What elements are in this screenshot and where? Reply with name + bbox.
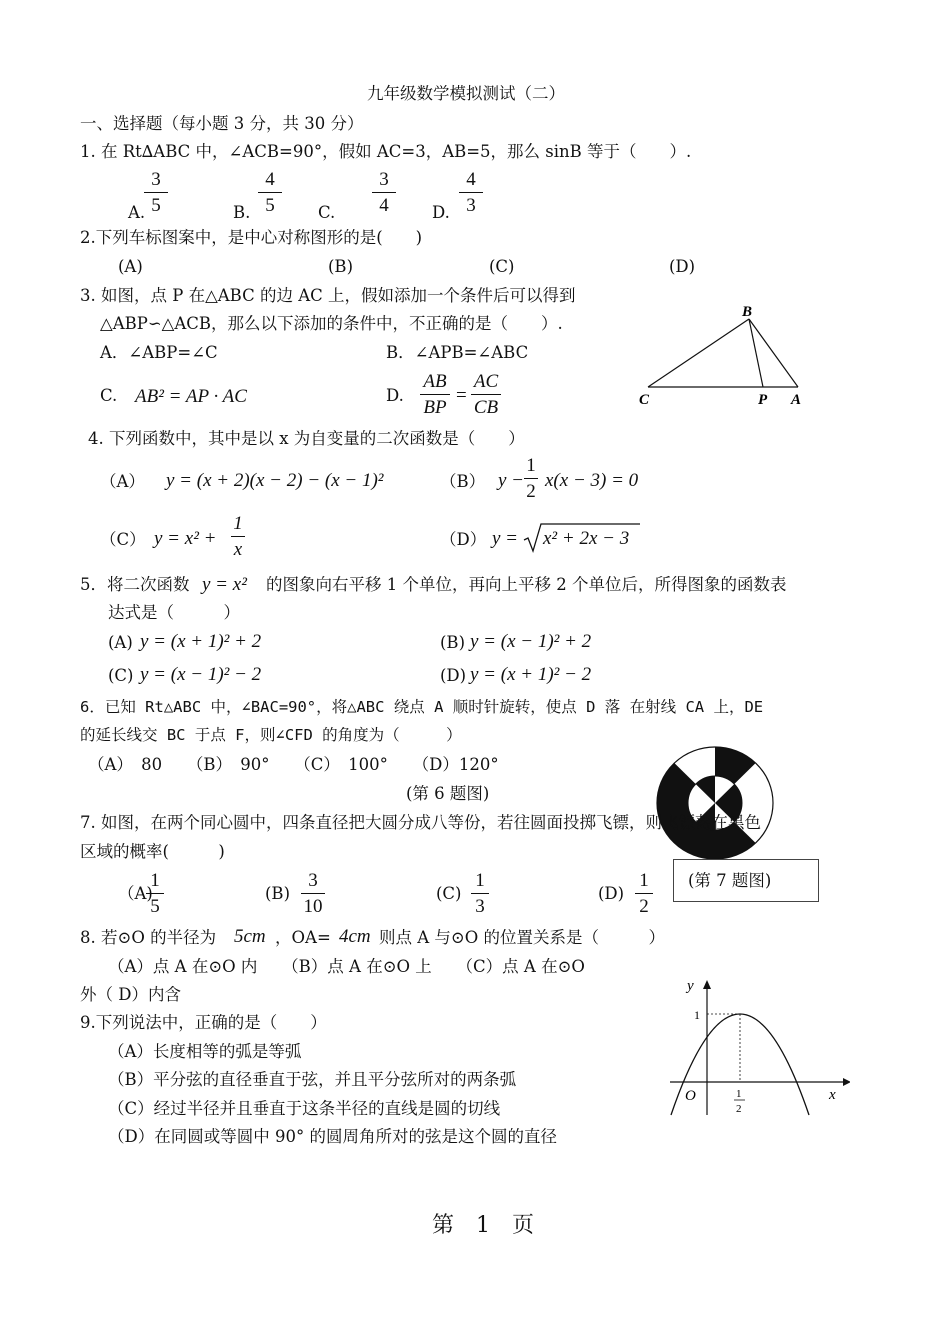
q3-option-a: A．∠ABP=∠C bbox=[100, 343, 218, 362]
q9-option-d: （D）在同圆或等圆中 90° 的圆周角所对的弦是这个圆的直径 bbox=[108, 1127, 557, 1146]
q7-stem-line1: 7. 如图，在两个同心圆中，四条直径把大圆分成八等份，若往圆面投掷飞镖，则飞镖落在黑色 bbox=[80, 813, 761, 832]
q3-option-d-right-fraction: AC CB bbox=[469, 372, 503, 417]
x-axis-label: x bbox=[829, 1087, 836, 1103]
q8-options-line2: （A）点 A 在⊙O 内 （B）点 A 在⊙O 上 （C）点 A 在⊙O bbox=[108, 957, 585, 976]
q2-option-d: (D) bbox=[669, 257, 696, 276]
q4-option-d-label: （D） bbox=[440, 530, 487, 549]
q8-options-line3: 外（ D）内含 bbox=[80, 985, 181, 1004]
q9-option-a: （A）长度相等的弧是等弧 bbox=[108, 1042, 302, 1061]
q1-stem: 1. 在 Rt∆ABC 中，∠ACB=90°，假如 AC=3，AB=5，那么 sinB 等于（ ）. bbox=[80, 142, 692, 161]
q5-option-b-label: (B) bbox=[440, 633, 465, 652]
q5-stem-expr: y = x² bbox=[202, 574, 247, 595]
q5-option-d-expr: y = (x + 1)² − 2 bbox=[470, 664, 592, 685]
parabola-graph-figure bbox=[665, 975, 850, 1120]
q1-option-b-fraction: 4 5 bbox=[256, 170, 284, 215]
q7-stem-line2: 区域的概率( ) bbox=[80, 842, 225, 861]
q3-option-c-expr: AB² = AP · AC bbox=[135, 386, 247, 407]
q3-option-c-label: C. bbox=[100, 386, 118, 405]
q4-option-c-label: （C） bbox=[100, 530, 146, 549]
x-tick-half-den: 2 bbox=[736, 1103, 742, 1115]
vertex-c-label: C bbox=[639, 392, 650, 408]
q7-option-d-label: (D) bbox=[598, 884, 625, 903]
q8-stem-b: ，OA= bbox=[275, 928, 331, 947]
section-heading: 一、选择题（每小题 3 分，共 30 分） bbox=[80, 114, 364, 133]
q4-option-a-expr: y = (x + 2)(x − 2) − (x − 1)² bbox=[166, 470, 384, 491]
q1-option-c-label: C. bbox=[318, 203, 336, 222]
q4-option-d-radicand: x² + 2x − 3 bbox=[543, 528, 630, 549]
q7-figure-caption: (第 7 题图) bbox=[688, 871, 772, 890]
q8-oa: 4cm bbox=[339, 926, 371, 947]
q2-option-b: (B) bbox=[328, 257, 353, 276]
q7-option-c-fraction: 1 3 bbox=[469, 871, 491, 916]
q5-stem-line2: 达式是（ ） bbox=[108, 603, 240, 622]
y-axis-label: y bbox=[687, 978, 694, 994]
q2-option-c: (C) bbox=[489, 257, 515, 276]
q3-option-b: B．∠APB=∠ABC bbox=[386, 343, 529, 362]
q3-stem-line2: △ABP∽△ACB，那么以下添加的条件中，不正确的是（ ）. bbox=[100, 314, 563, 333]
origin-label: O bbox=[685, 1088, 696, 1104]
q1-option-d-label: D. bbox=[432, 203, 450, 222]
q9-option-c: （C）经过半径并且垂直于这条半径的直线是圆的切线 bbox=[108, 1099, 501, 1118]
q1-option-b-label: B. bbox=[233, 203, 251, 222]
q4-option-d-left: y = bbox=[492, 528, 519, 549]
q5-stem-a: 5．将二次函数 bbox=[80, 575, 190, 594]
q5-option-d-label: (D) bbox=[440, 666, 467, 685]
q6-stem-line2: 的延长线交 BC 于点 F，则∠CFD 的角度为（ ） bbox=[80, 726, 462, 744]
q1-option-a-label: A. bbox=[128, 203, 146, 222]
q4-option-b-label: （B） bbox=[440, 472, 486, 491]
q7-option-d-fraction: 1 2 bbox=[633, 871, 655, 916]
page-title: 九年级数学模拟测试（二） bbox=[367, 84, 565, 103]
q5-option-c-label: (C) bbox=[108, 666, 134, 685]
q1-option-a-fraction: 3 5 bbox=[142, 170, 170, 215]
q9-stem: 9.下列说法中，正确的是（ ） bbox=[80, 1013, 327, 1032]
q7-option-a-label: （A) bbox=[118, 884, 153, 903]
q4-option-b-left: y − bbox=[498, 470, 525, 491]
q5-stem-b: 的图象向右平移 1 个单位，再向上平移 2 个单位后，所得图象的函数表 bbox=[266, 575, 787, 594]
q1-option-c-fraction: 3 4 bbox=[370, 170, 398, 215]
q6-figure-caption: (第 6 题图) bbox=[406, 784, 490, 803]
x-tick-half-num: 1 bbox=[736, 1088, 742, 1100]
q4-option-c-left: y = x² + bbox=[154, 528, 217, 549]
q7-option-c-label: (C) bbox=[436, 884, 462, 903]
q3-triangle-figure bbox=[630, 302, 810, 412]
q7-option-b-fraction: 3 10 bbox=[299, 871, 327, 916]
q4-option-c-fraction: 1 x bbox=[229, 514, 247, 559]
q7-target-figure bbox=[655, 744, 775, 862]
vertex-p-label: P bbox=[758, 392, 768, 408]
q6-stem-line1: 6．已知 Rt△ABC 中，∠BAC=90°，将△ABC 绕点 A 顺时针旋转，使点 D 落 在射线 CA 上，DE bbox=[80, 698, 764, 716]
q4-stem: 4. 下列函数中，其中是以 x 为自变量的二次函数是（ ） bbox=[88, 429, 525, 448]
q7-option-b-label: (B) bbox=[265, 884, 290, 903]
q4-option-b-fraction: 1 2 bbox=[522, 456, 540, 501]
q5-option-a-label: (A) bbox=[108, 633, 133, 652]
q5-option-a-expr: y = (x + 1)² + 2 bbox=[140, 631, 262, 652]
q8-radius: 5cm bbox=[234, 926, 266, 947]
q5-option-b-expr: y = (x − 1)² + 2 bbox=[470, 631, 592, 652]
q3-option-d-left-fraction: AB BP bbox=[418, 372, 452, 417]
q6-options: （A） 80 （B） 90° （C） 100° （D）120° bbox=[88, 755, 499, 774]
q3-option-d-label: D. bbox=[386, 386, 404, 405]
q4-option-a-label: （A） bbox=[100, 472, 145, 491]
page-footer: 第 1 页 bbox=[432, 1213, 534, 1238]
q1-option-d-fraction: 4 3 bbox=[457, 170, 485, 215]
q2-option-a: (A) bbox=[118, 257, 143, 276]
q7-option-a-fraction: 1 5 bbox=[144, 871, 166, 916]
q8-stem-c: 则点 A 与⊙O 的位置关系是（ ） bbox=[379, 928, 666, 947]
vertex-a-label: A bbox=[791, 392, 802, 408]
q5-option-c-expr: y = (x − 1)² − 2 bbox=[140, 664, 262, 685]
q3-stem-line1: 3. 如图，点 P 在△ABC 的边 AC 上，假如添加一个条件后可以得到 bbox=[80, 286, 576, 305]
vertex-b-label: B bbox=[742, 304, 753, 320]
q4-option-b-right: x(x − 3) = 0 bbox=[545, 470, 639, 491]
q3-option-d-equals: = bbox=[456, 385, 467, 406]
q8-stem-a: 8. 若⊙O 的半径为 bbox=[80, 928, 217, 947]
q2-stem: 2.下列车标图案中，是中心对称图形的是( ) bbox=[80, 228, 423, 247]
y-tick-one: 1 bbox=[694, 1008, 700, 1022]
q9-option-b: （B）平分弦的直径垂直于弦，并且平分弦所对的两条弧 bbox=[108, 1070, 517, 1089]
